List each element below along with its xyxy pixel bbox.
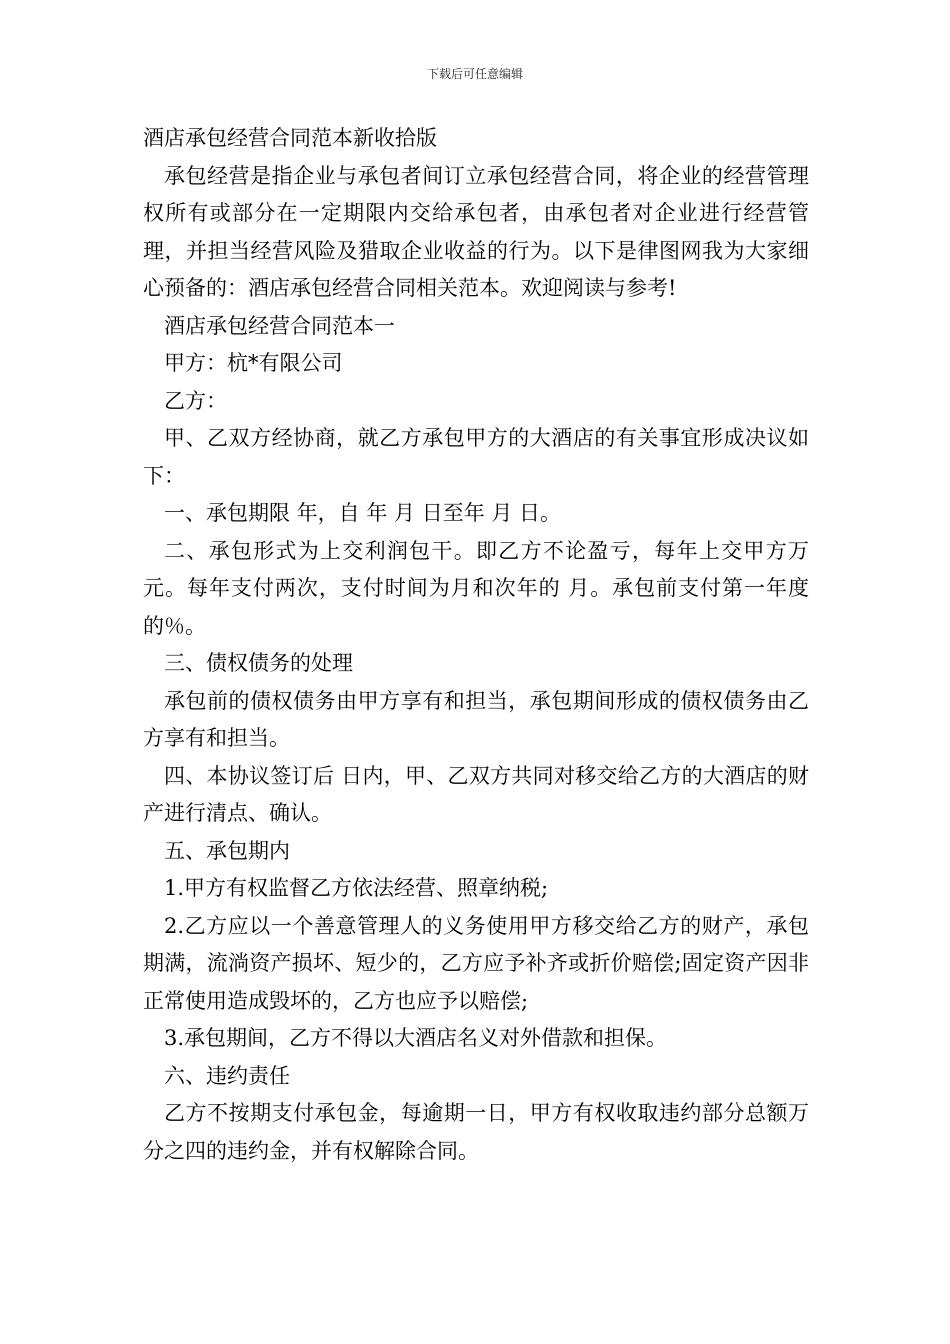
page-header-note: 下载后可任意编辑 <box>426 67 523 81</box>
paragraph-intro: 承包经营是指企业与承包者间订立承包经营合同，将企业的经营管理权所有或部分在一定期限内交给承包者，由承包者对企业进行经营管理，并担当经营风险及猎取企业收益的行为。以下是律图网我为大家细心预备的：酒店承包经营合同相关范本。欢迎阅读与参考! <box>143 163 809 300</box>
paragraph-agreement: 甲、乙双方经协商，就乙方承包甲方的大酒店的有关事宜形成决议如下： <box>143 426 809 488</box>
section-heading-sample-one: 酒店承包经营合同范本一 <box>164 313 395 338</box>
clause-5-item-1: 1.甲方有权监督乙方依法经营、照章纳税; <box>164 876 549 900</box>
clause-3-body: 承包前的债权债务由甲方享有和担当，承包期间形成的债权债务由乙方享有和担当。 <box>143 688 809 750</box>
clause-5-item-3: 3.承包期间，乙方不得以大酒店名义对外借款和担保。 <box>164 1026 668 1050</box>
clause-6-body: 乙方不按期支付承包金，每逾期一日，甲方有权收取违约部分总额万分之四的违约金，并有权解除合同。 <box>143 1101 809 1163</box>
clause-1-term: 一、承包期限 年，自 年 月 日至年 月 日。 <box>164 501 562 525</box>
clause-5-heading: 五、承包期内 <box>164 838 290 863</box>
clause-2-form: 二、承包形式为上交利润包干。即乙方不论盈亏，每年上交甲方万元。每年支付两次，支付时间为月和次年的 月。承包前支付第一年度的％。 <box>143 538 809 638</box>
clause-6-heading: 六、违约责任 <box>164 1063 290 1088</box>
clause-4-inventory: 四、本协议签订后 日内，甲、乙双方共同对移交给乙方的大酒店的财产进行清点、确认。 <box>143 763 809 825</box>
clause-5-item-2: 2.乙方应以一个善意管理人的义务使用甲方移交给乙方的财产，承包期满，流淌资产损坏、短少的，乙方应予补齐或折价赔偿;固定资产因非正常使用造成毁坏的，乙方也应予以赔偿; <box>143 913 809 1013</box>
party-a-line: 甲方：杭*有限公司 <box>164 351 343 375</box>
document-title: 酒店承包经营合同范本新收拾版 <box>143 126 437 150</box>
clause-3-heading: 三、债权债务的处理 <box>164 651 353 675</box>
party-b-line: 乙方： <box>164 388 227 413</box>
document-body <box>143 120 809 1170</box>
